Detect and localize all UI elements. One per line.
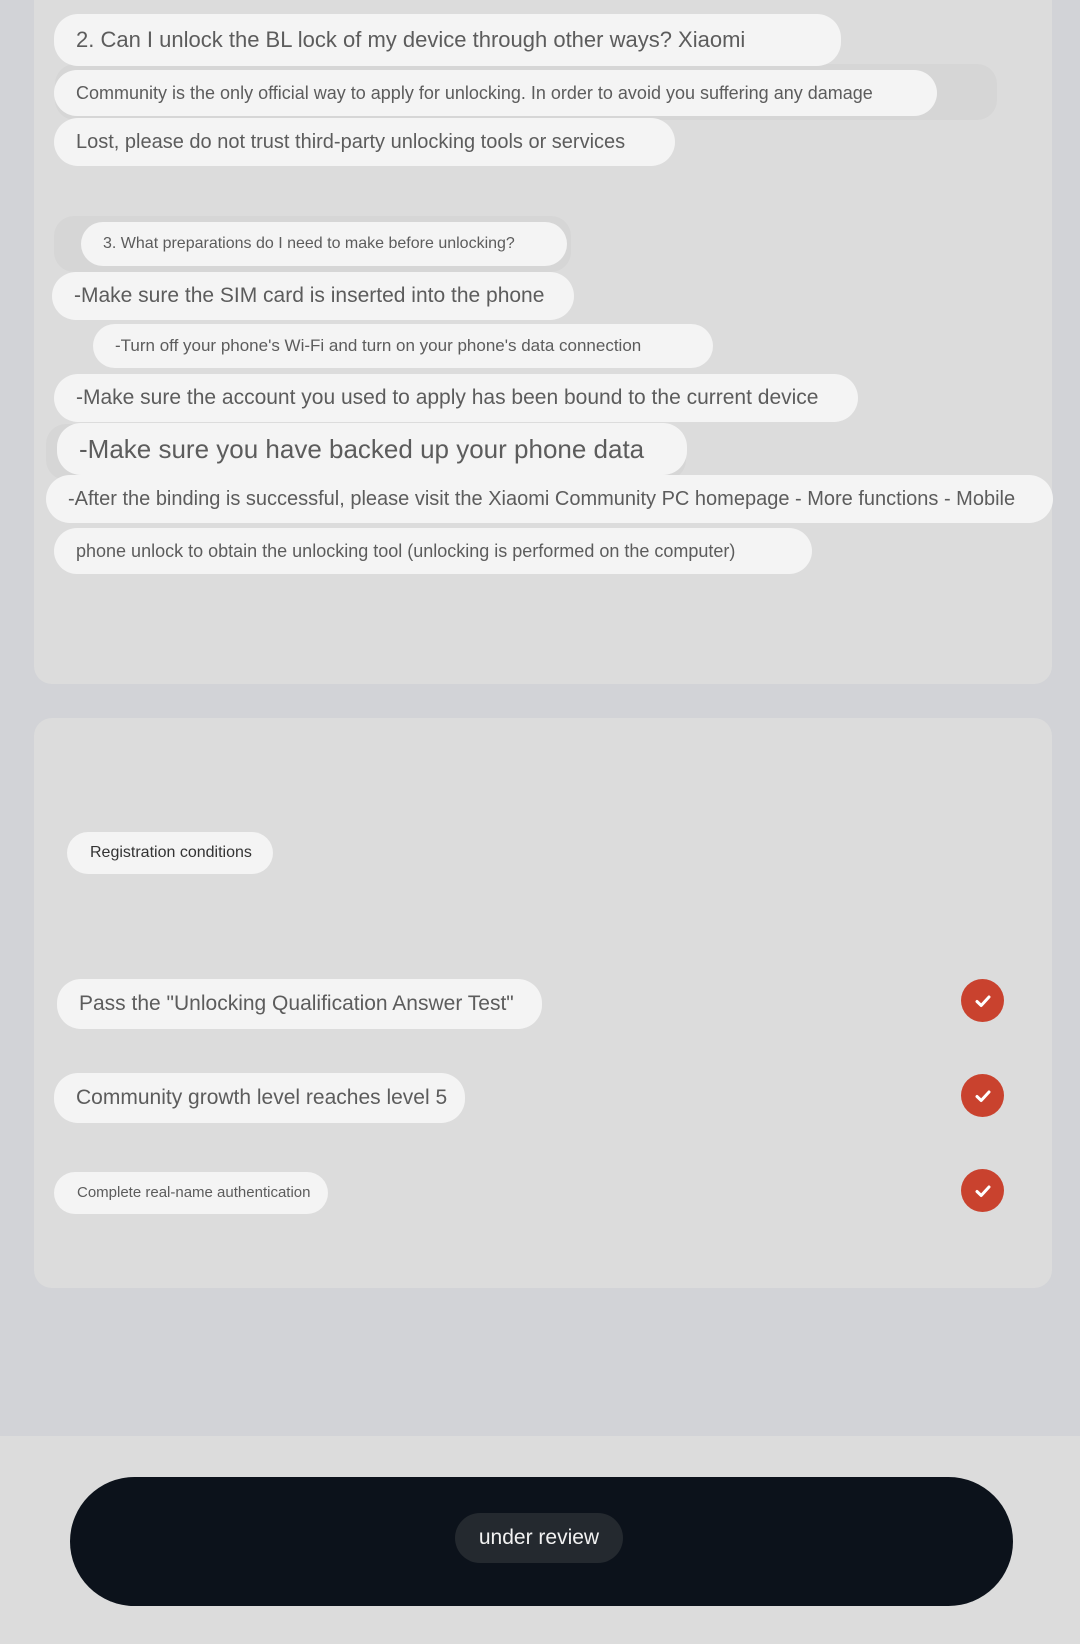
faq-q3-item-account: -Make sure the account you used to apply has been bound to the current device [54,374,858,422]
faq-q3-item-tool: phone unlock to obtain the unlocking tool (unlocking is performed on the computer) [54,528,812,574]
check-icon [961,1169,1004,1212]
faq-q2-line-1: 2. Can I unlock the BL lock of my device through other ways? Xiaomi [54,14,841,66]
faq-q3-title: 3. What preparations do I need to make before unlocking? [81,222,567,266]
condition-growth-level: Community growth level reaches level 5 [54,1073,465,1123]
faq-q3-item-binding: -After the binding is successful, please visit the Xiaomi Community PC homepage - More functions - Mobile [46,475,1053,523]
conditions-title: Registration conditions [67,832,273,874]
under-review-label: under review [455,1513,623,1563]
condition-real-name: Complete real-name authentication [54,1172,328,1214]
condition-answer-test: Pass the "Unlocking Qualification Answer Test" [57,979,542,1029]
faq-q3-item-wifi: -Turn off your phone's Wi-Fi and turn on your phone's data connection [93,324,713,368]
faq-q3-item-backup: -Make sure you have backed up your phone data [57,423,687,475]
faq-q2-line-3: Lost, please do not trust third-party unlocking tools or services [54,118,675,166]
faq-q3-item-sim: -Make sure the SIM card is inserted into the phone [52,272,574,320]
check-icon [961,1074,1004,1117]
check-icon [961,979,1004,1022]
faq-q2-line-2: Community is the only official way to apply for unlocking. In order to avoid you suffering any damage [54,70,937,116]
